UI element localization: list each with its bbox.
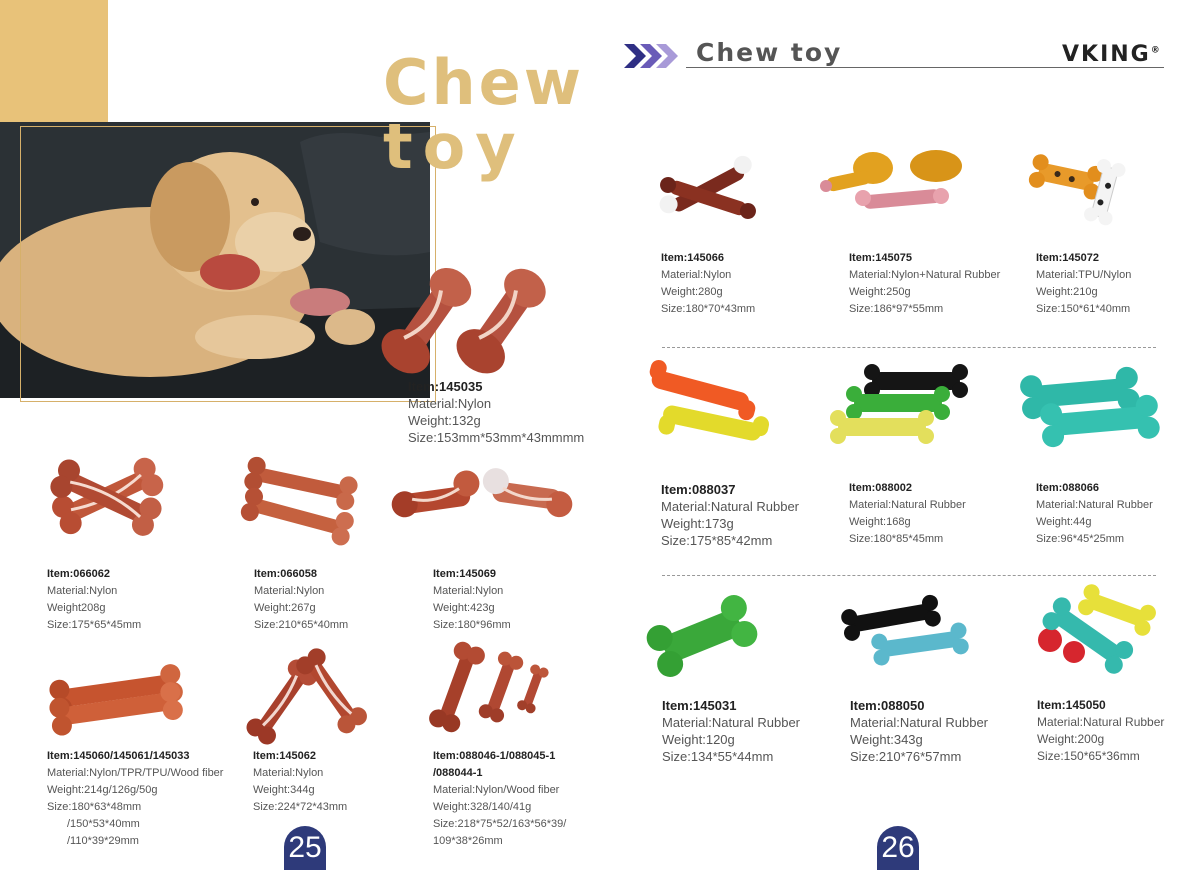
item-info-145075	[849, 250, 1000, 318]
toy-image-066058	[242, 458, 357, 543]
right-page	[600, 0, 1200, 867]
item-size: Size:175*65*45mm	[47, 619, 142, 631]
item-size: Size:153mm*53mm*43mmmm	[408, 430, 585, 445]
item-size: Size:180*63*48mm	[47, 801, 142, 813]
item-material: Material:Nylon+Natural Rubber	[849, 269, 1001, 281]
item-material: Material:TPU/Nylon	[1036, 269, 1132, 281]
item-material: Material:Nylon/TPR/TPU/Wood fiber	[47, 767, 224, 779]
item-code: Item:088066	[1036, 482, 1099, 494]
toy-image-088046	[433, 642, 553, 727]
item-weight: Weight:267g	[254, 602, 316, 614]
item-material: Material:Natural Rubber	[1037, 715, 1165, 729]
item-material: Material:Natural Rubber	[850, 715, 989, 730]
toy-image-066062	[48, 448, 163, 543]
item-material: Material:Nylon	[47, 585, 118, 597]
item-size-2: 109*38*26mm	[433, 835, 503, 847]
item-code: Item:066058	[254, 568, 317, 580]
item-size: Size:150*65*36mm	[1037, 749, 1140, 763]
toy-image-145075	[818, 148, 968, 223]
row-divider	[662, 575, 1156, 576]
item-info-145072	[1036, 250, 1131, 318]
item-material: Material:Natural Rubber	[662, 715, 801, 730]
toy-image-145062	[246, 645, 366, 737]
item-code: Item:145075	[849, 252, 912, 264]
item-weight: Weight:250g	[849, 286, 911, 298]
item-weight: Weight:423g	[433, 602, 495, 614]
item-weight: Weight:173g	[661, 516, 734, 531]
toy-image-145066	[658, 158, 758, 220]
toy-image-145031	[652, 600, 752, 672]
header-title: Chew toy	[696, 38, 843, 67]
item-info-145062	[253, 748, 347, 816]
toy-image-088002	[832, 366, 967, 446]
item-info-088066	[1036, 480, 1153, 548]
chevron-arrows-icon	[624, 44, 684, 68]
toy-image-145035	[380, 262, 560, 377]
item-material: Material:Nylon	[408, 396, 492, 411]
item-info-145066	[661, 250, 755, 318]
toy-image-088066	[1020, 372, 1160, 446]
item-weight: Weight:44g	[1036, 516, 1092, 528]
item-material: Material:Nylon	[254, 585, 325, 597]
item-weight: Weight:210g	[1036, 286, 1098, 298]
item-material: Material:Nylon	[661, 269, 732, 281]
toy-image-145060	[48, 668, 183, 728]
logo-text: VKING	[1062, 42, 1151, 67]
item-code: Item:145069	[433, 568, 496, 580]
item-code: Item:066062	[47, 568, 110, 580]
item-code: Item:088002	[849, 482, 912, 494]
toy-image-088050	[840, 596, 970, 668]
item-weight: Weight:120g	[662, 732, 735, 747]
item-info-088037	[661, 481, 799, 549]
item-size: Size:180*96mm	[433, 619, 511, 631]
row-divider	[662, 347, 1156, 348]
item-info-088046	[433, 748, 566, 850]
item-code: Item:145072	[1036, 252, 1099, 264]
item-size: Size:218*75*52/163*56*39/	[433, 818, 567, 830]
item-code: Item:088050	[850, 698, 925, 713]
item-weight: Weight:200g	[1037, 732, 1105, 746]
item-material: Material:Natural Rubber	[849, 499, 966, 511]
item-code: Item:145062	[253, 750, 316, 762]
item-info-145060	[47, 748, 223, 850]
item-weight: Weight:214g/126g/50g	[47, 784, 158, 796]
left-page	[0, 0, 600, 867]
item-size: Size:224*72*43mm	[253, 801, 348, 813]
item-weight: Weight:168g	[849, 516, 911, 528]
item-weight: Weight:344g	[253, 784, 315, 796]
item-code: Item:145035	[408, 379, 483, 394]
item-info-088050	[850, 697, 988, 765]
item-info-145050	[1037, 697, 1164, 765]
item-weight: Weight:343g	[850, 732, 923, 747]
item-info-145069	[433, 566, 511, 634]
item-weight: Weight:280g	[661, 286, 723, 298]
item-size: Size:180*70*43mm	[661, 303, 756, 315]
item-material: Material:Natural Rubber	[1036, 499, 1153, 511]
toy-image-145050	[1032, 590, 1157, 670]
item-code: Item:145050	[1037, 698, 1106, 712]
page-number: 26	[877, 826, 919, 870]
toy-image-088037	[642, 362, 772, 450]
item-weight: Weight:328/140/41g	[433, 801, 532, 813]
item-info-088002	[849, 480, 966, 548]
item-weight: Weight208g	[47, 602, 106, 614]
item-size: Size:134*55*44mm	[662, 749, 774, 764]
toy-image-145072	[1032, 155, 1127, 227]
item-size: Size:180*85*45mm	[849, 533, 944, 545]
item-code: Item:145060/145061/145033	[47, 750, 190, 762]
item-code: Item:088037	[661, 482, 736, 497]
item-info-066058	[254, 566, 348, 634]
item-code-cont: /088044-1	[433, 767, 483, 779]
item-size: Size:186*97*55mm	[849, 303, 944, 315]
item-code: Item:088046-1/088045-1	[433, 750, 556, 762]
item-size-3: /110*39*29mm	[67, 835, 139, 847]
item-size: Size:175*85*42mm	[661, 533, 773, 548]
item-info-145031	[662, 697, 800, 765]
item-size-2: /150*53*40mm	[67, 818, 140, 830]
item-code: Item:145066	[661, 252, 724, 264]
featured-item-info	[408, 378, 584, 446]
item-size: Size:210*65*40mm	[254, 619, 349, 631]
item-info-066062	[47, 566, 141, 634]
toy-image-145069	[390, 462, 575, 532]
item-material: Material:Natural Rubber	[661, 499, 800, 514]
page-title	[383, 46, 584, 183]
title-line-1: Chew	[383, 46, 584, 119]
item-material: Material:Nylon/Wood fiber	[433, 784, 560, 796]
brand-logo	[1062, 42, 1162, 67]
item-material: Material:Nylon	[433, 585, 504, 597]
item-code: Item:145031	[662, 698, 737, 713]
page-number: 25	[284, 826, 326, 870]
header-divider	[686, 67, 1164, 68]
photo-frame	[20, 126, 436, 402]
item-material: Material:Nylon	[253, 767, 324, 779]
title-line-2: toy	[383, 110, 526, 183]
logo-registered-mark: ®	[1150, 45, 1162, 56]
item-weight: Weight:132g	[408, 413, 481, 428]
item-size: Size:210*76*57mm	[850, 749, 962, 764]
item-size: Size:150*61*40mm	[1036, 303, 1131, 315]
item-size: Size:96*45*25mm	[1036, 533, 1125, 545]
